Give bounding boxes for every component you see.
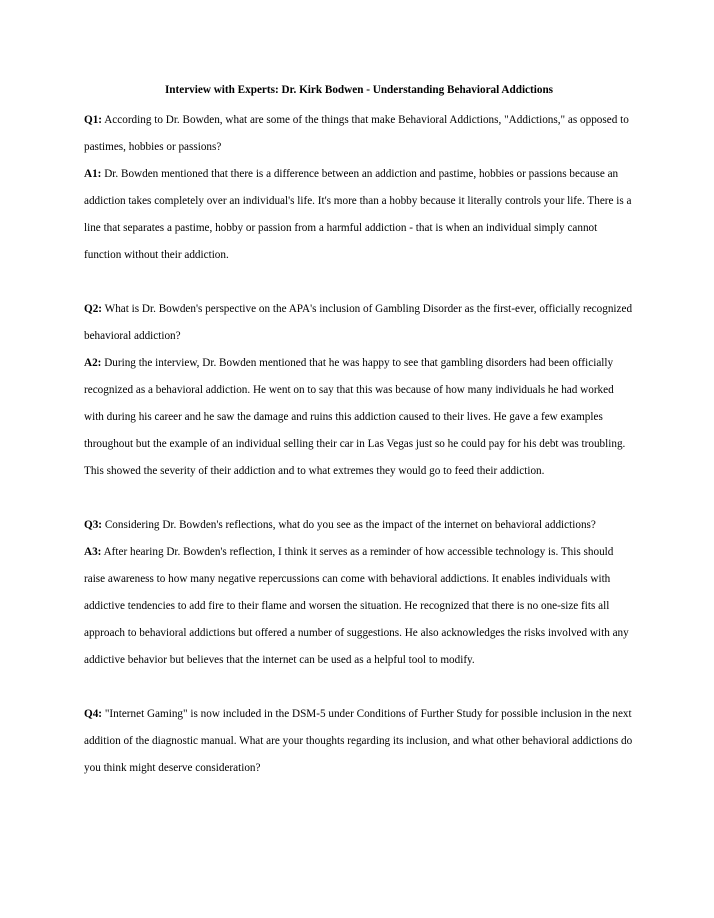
question-3 [84, 512, 634, 539]
answer-1 [84, 161, 634, 269]
question-3-label: Q3: [84, 519, 103, 531]
question-4 [84, 701, 634, 782]
question-4-label: Q4: [84, 708, 103, 720]
answer-3-text: After hearing Dr. Bowden's reflection, I think it serves as a reminder of how accessible technology is. This should raise awareness to how many negative repercussions can come with behavioral addictions. It enables individuals with addictive tendencies to add fire to their flame and worsen the situation. He recognized that there is no one-size fits all approach to behavioral addictions but offered a number of suggestions. He also acknowledges the risks involved with any addictive behavior but believes that the internet can be used as a helpful tool to modify. [84, 546, 629, 666]
answer-1-label: A1: [84, 168, 102, 180]
question-3-text: Considering Dr. Bowden's reflections, what do you see as the impact of the internet on behavioral addictions? [104, 519, 596, 531]
paragraph-gap [84, 485, 634, 512]
question-2-text: What is Dr. Bowden's perspective on the APA's inclusion of Gambling Disorder as the first-ever, officially recognized behavioral addiction? [84, 303, 633, 342]
question-4-text: "Internet Gaming" is now included in the DSM-5 under Conditions of Further Study for possible inclusion in the next addition of the diagnostic manual. What are your thoughts regarding its inclusion, and what other behavioral addictions do you think might deserve consideration? [84, 708, 633, 774]
question-1-label: Q1: [84, 114, 103, 126]
answer-1-text: Dr. Bowden mentioned that there is a difference between an addiction and pastime, hobbies or passions because an addiction takes completely over an individual's life. It's more than a hobby because it literally controls your life. There is a line that separates a pastime, hobby or passion from a harmful addiction - that is when an individual simply cannot function without their addiction. [84, 168, 632, 261]
document-page [84, 80, 634, 782]
answer-2-text: During the interview, Dr. Bowden mentioned that he was happy to see that gambling disorders had been officially recognized as a behavioral addiction. He went on to say that this was because of how many individuals he had worked with during his career and he saw the damage and ruins this addiction caused to their lives. He gave a few examples throughout but the example of an individual selling their car in Las Vegas just so he could pay for his debt was troubling. This showed the severity of their addiction and to what extremes they would go to feed their addiction. [84, 357, 626, 477]
answer-2 [84, 350, 634, 485]
question-1-text: According to Dr. Bowden, what are some of the things that make Behavioral Addictions, "Addictions," as opposed to pastimes, hobbies or passions? [84, 114, 629, 153]
answer-2-label: A2: [84, 357, 102, 369]
answer-3-label: A3: [84, 546, 102, 558]
question-2 [84, 296, 634, 350]
question-2-label: Q2: [84, 303, 103, 315]
paragraph-gap [84, 269, 634, 296]
question-1 [84, 107, 634, 161]
document-title: Interview with Experts: Dr. Kirk Bodwen - Understanding Behavioral Addictions [164, 84, 554, 96]
paragraph-gap [84, 674, 634, 701]
answer-3 [84, 539, 634, 674]
